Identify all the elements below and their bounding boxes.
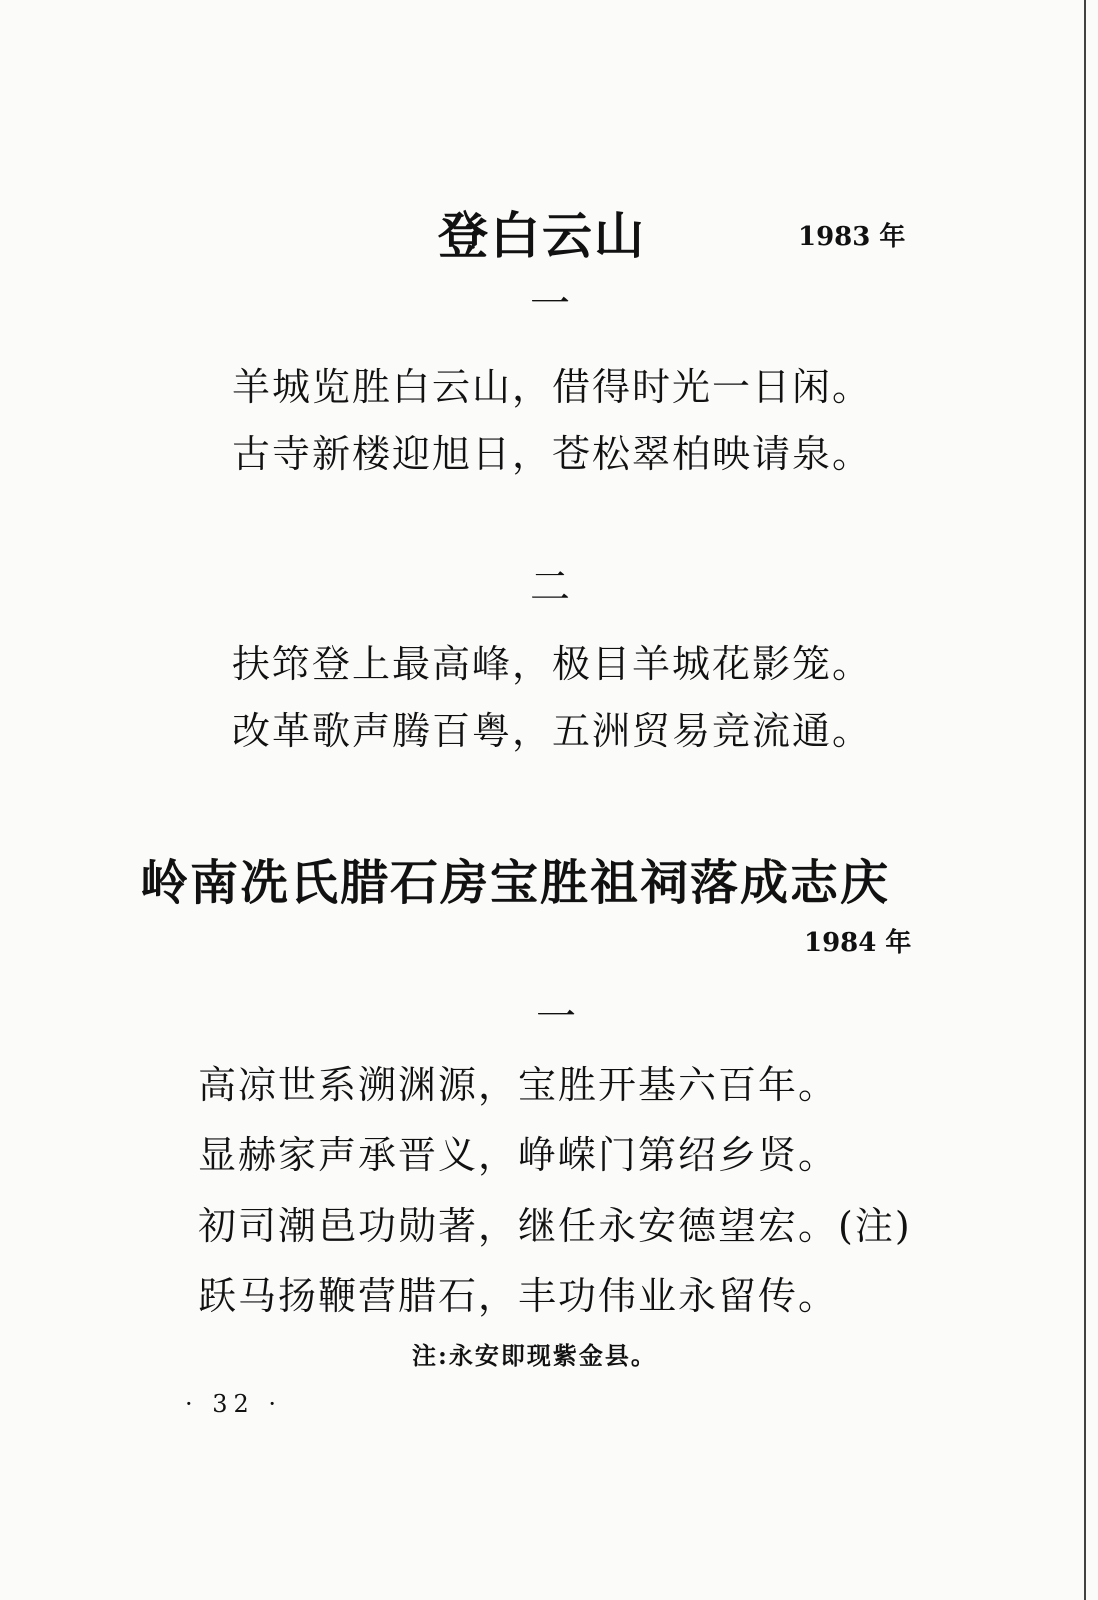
poem2-footnote: 注:永安即现紫金县。 <box>412 1341 657 1370</box>
poem1-section1-number: 一 <box>530 281 570 327</box>
poem1-year: 1983 年 <box>798 222 906 252</box>
poem1-section2-number: 二 <box>530 564 570 610</box>
poem2-section1-line1: 高凉世系溯渊源，宝胜开基六百年。 <box>198 1063 839 1107</box>
poem2-section1-line2: 显赫家声承晋义，峥嵘门第绍乡贤。 <box>198 1133 839 1177</box>
poem2-year: 1984 年 <box>804 928 912 958</box>
poem1-section1-line1: 羊城览胜白云山，借得时光一日闲。 <box>232 365 873 409</box>
poem2-section1-line4: 跃马扬鞭营腊石，丰功伟业永留传。 <box>198 1274 839 1318</box>
poem1-section2-line1: 扶筇登上最高峰，极目羊城花影笼。 <box>232 642 873 686</box>
poem2-section1-line3: 初司潮邑功勋著，继任永安德望宏。(注) <box>198 1204 912 1248</box>
poem1-section1-line2: 古寺新楼迎旭日，苍松翠柏映请泉。 <box>232 432 873 476</box>
poem2-section1-number: 一 <box>536 994 576 1040</box>
poem1-title: 登白云山 <box>438 206 646 265</box>
poem2-title: 岭南冼氏腊石房宝胜祖祠落成志庆 <box>140 855 891 911</box>
poem1-section2-line2: 改革歌声腾百粤，五洲贸易竞流通。 <box>232 709 873 753</box>
page-edge-line <box>1084 0 1086 1600</box>
page-number: · 32 · <box>185 1390 283 1418</box>
